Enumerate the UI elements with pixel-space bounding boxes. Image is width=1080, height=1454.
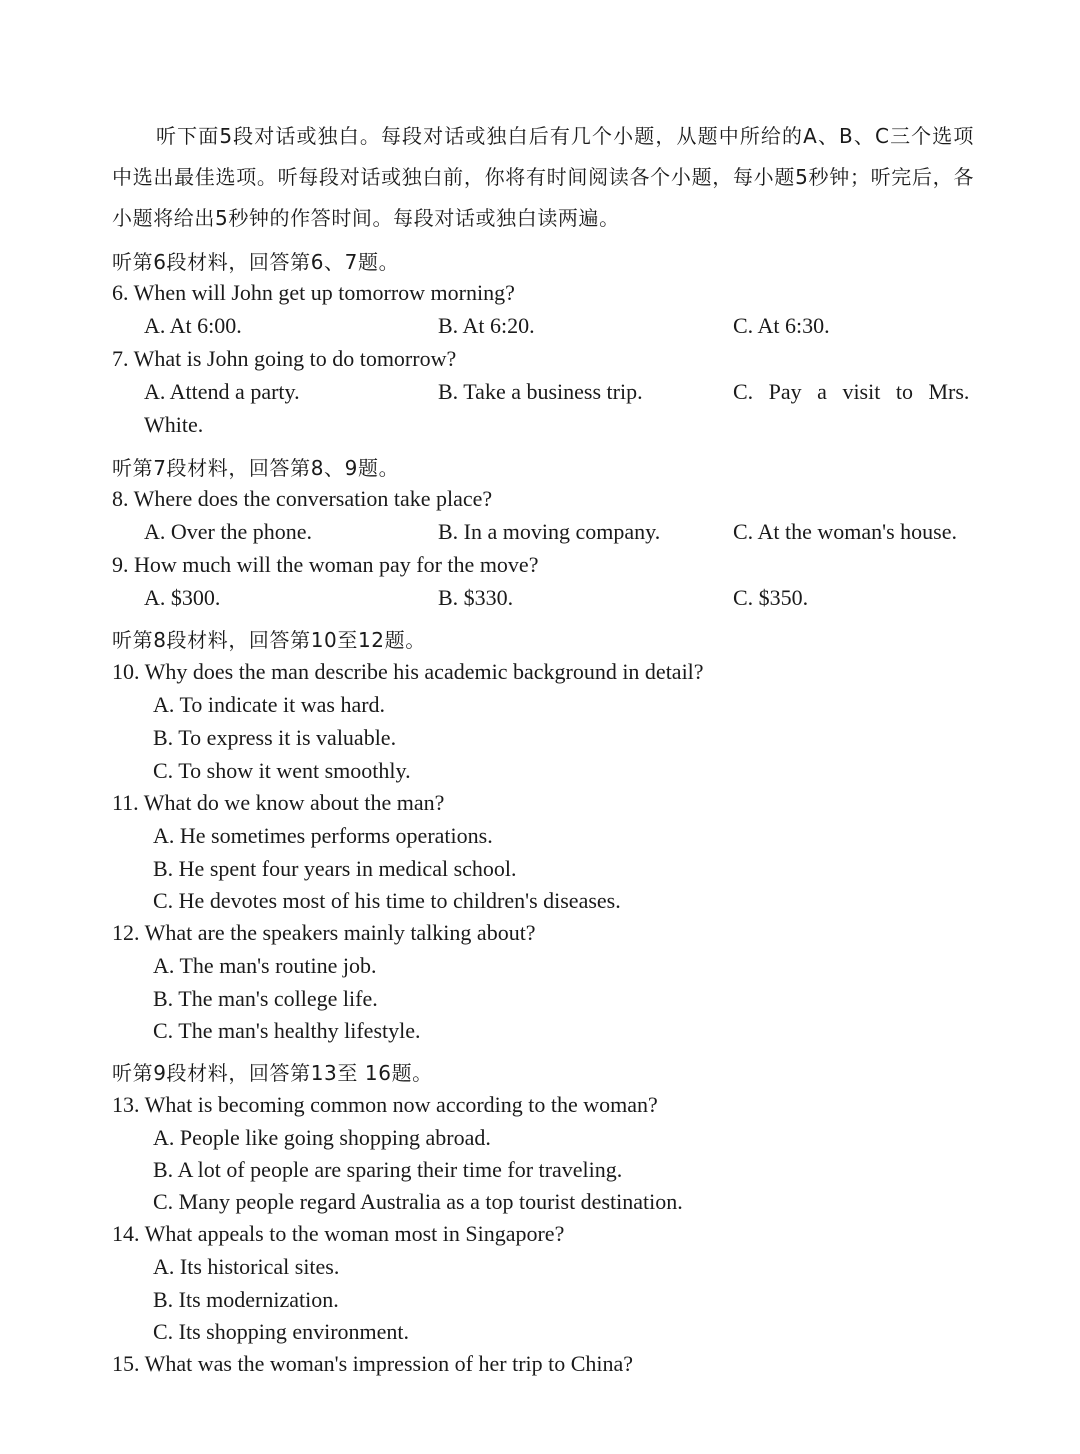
question-11: 11. What do we know about the man? bbox=[112, 790, 445, 815]
question-13-option-c: C. Many people regard Australia as a top tourist destination. bbox=[153, 1189, 683, 1214]
question-7-option-a: A. Attend a party. bbox=[144, 379, 300, 404]
question-6-option-b: B. At 6:20. bbox=[438, 313, 535, 338]
question-15: 15. What was the woman's impression of her trip to China? bbox=[112, 1351, 634, 1376]
question-8-option-a: A. Over the phone. bbox=[144, 519, 313, 544]
question-12-option-b: B. The man's college life. bbox=[153, 986, 378, 1011]
question-9-option-b: B. $330. bbox=[438, 585, 514, 610]
question-8-option-b: B. In a moving company. bbox=[438, 519, 661, 544]
question-14-option-b: B. Its modernization. bbox=[153, 1287, 339, 1312]
question-9: 9. How much will the woman pay for the move? bbox=[112, 552, 539, 577]
question-10: 10. Why does the man describe his academic background in detail? bbox=[112, 659, 704, 684]
question-13: 13. What is becoming common now according to the woman? bbox=[112, 1092, 658, 1117]
question-11-option-c: C. He devotes most of his time to children's diseases. bbox=[153, 888, 621, 913]
question-12: 12. What are the speakers mainly talking about? bbox=[112, 920, 536, 945]
section-heading-9: 听第9段材料，回答第13至 16题。 bbox=[112, 1061, 433, 1085]
question-10-option-b: B. To express it is valuable. bbox=[153, 725, 397, 750]
question-10-option-a: A. To indicate it was hard. bbox=[153, 692, 386, 717]
question-12-option-c: C. The man's healthy lifestyle. bbox=[153, 1018, 421, 1043]
instructions-paragraph: 听下面5段对话或独白。每段对话或独白后有几个小题，从题中所给的A、B、C三个选项中选出最佳选项。听每段对话或独白前，你将有时间阅读各个小题，每小题5秒钟；听完后，各小题将给出5秒钟的作答时间。每段对话或独白读两遍。 bbox=[112, 124, 974, 230]
question-7-option-c: C. Pay a visit to Mrs. bbox=[733, 379, 970, 404]
question-13-option-a: A. People like going shopping abroad. bbox=[153, 1125, 491, 1150]
question-6-option-c: C. At 6:30. bbox=[733, 313, 830, 338]
question-10-option-c: C. To show it went smoothly. bbox=[153, 758, 411, 783]
question-7-option-c-continued: White. bbox=[144, 412, 204, 437]
question-7: 7. What is John going to do tomorrow? bbox=[112, 346, 457, 371]
question-9-option-c: C. $350. bbox=[733, 585, 809, 610]
section-heading-6: 听第6段材料，回答第6、7题。 bbox=[112, 250, 400, 274]
question-9-option-a: A. $300. bbox=[144, 585, 221, 610]
question-7-option-b: B. Take a business trip. bbox=[438, 379, 643, 404]
question-13-option-b: B. A lot of people are sparing their time for traveling. bbox=[153, 1157, 623, 1182]
question-8: 8. Where does the conversation take place? bbox=[112, 486, 493, 511]
question-6: 6. When will John get up tomorrow morning? bbox=[112, 280, 515, 305]
section-heading-8: 听第8段材料，回答第10至12题。 bbox=[112, 628, 426, 652]
question-8-option-c: C. At the woman's house. bbox=[733, 519, 957, 544]
question-12-option-a: A. The man's routine job. bbox=[153, 953, 377, 978]
question-14-option-c: C. Its shopping environment. bbox=[153, 1319, 410, 1344]
question-6-option-a: A. At 6:00. bbox=[144, 313, 242, 338]
question-11-option-a: A. He sometimes performs operations. bbox=[153, 823, 493, 848]
question-11-option-b: B. He spent four years in medical school. bbox=[153, 856, 517, 881]
section-heading-7: 听第7段材料，回答第8、9题。 bbox=[112, 456, 400, 480]
question-14: 14. What appeals to the woman most in Singapore? bbox=[112, 1221, 565, 1246]
question-14-option-a: A. Its historical sites. bbox=[153, 1254, 340, 1279]
